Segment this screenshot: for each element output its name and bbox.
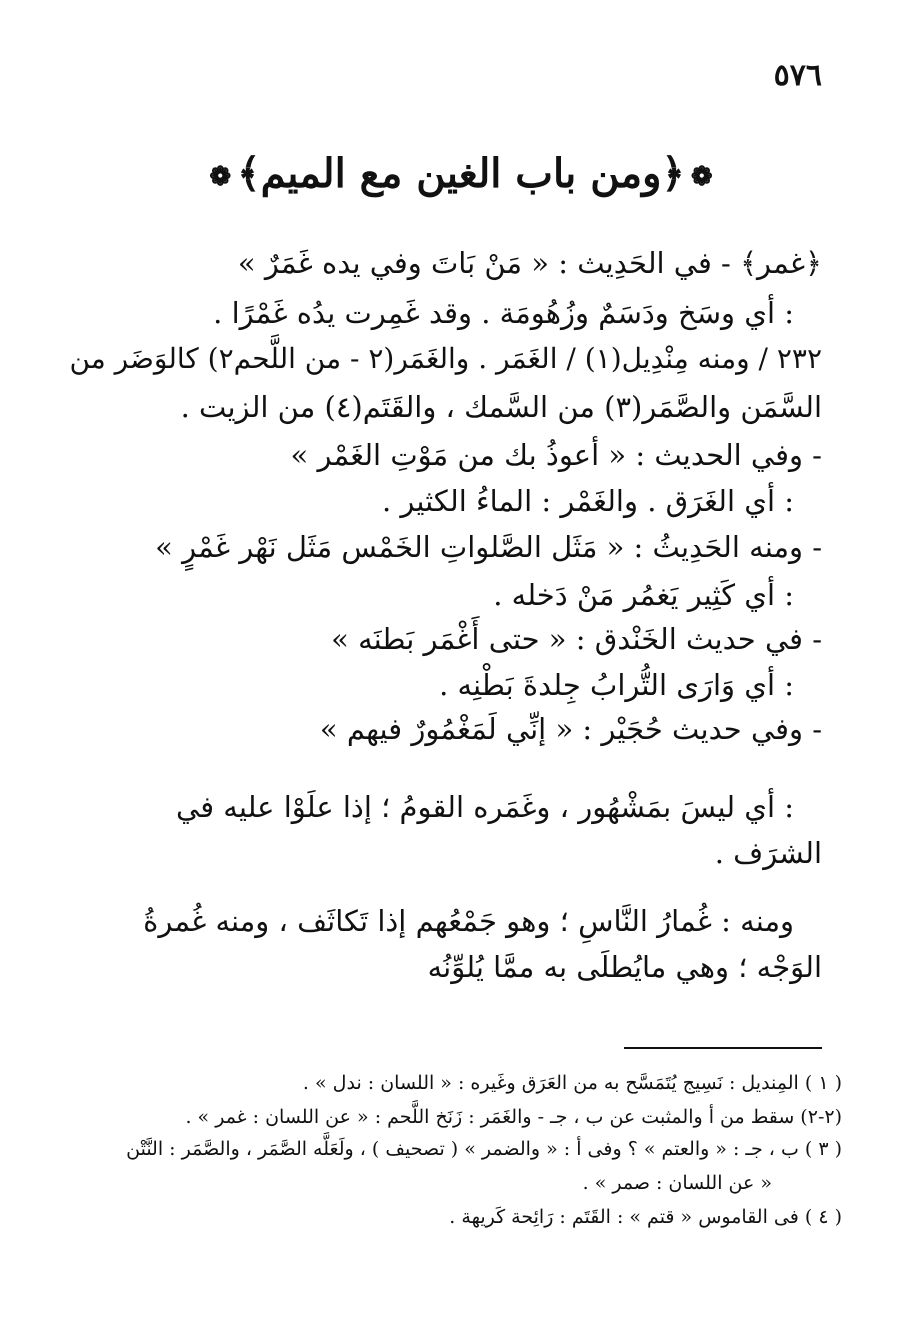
text-line-9: - في حديث الخَنْدق : « حتى أَغْمَر بَطنَه » xyxy=(331,622,822,656)
text-line-14: ومنه : غُمارُ النَّاسِ ؛ وهو جَمْعُهم إذا تَكاثَف ، ومنه غُمرةُ xyxy=(143,904,794,938)
text-line-8: : أي كَثِير يَغمُر مَنْ دَخله . xyxy=(493,578,794,612)
section-heading xyxy=(0,150,922,197)
section-title: ﴿ومن باب الغين مع الميم﴾ xyxy=(237,150,685,197)
page-number: ٥٧٦ xyxy=(773,58,822,93)
text-line-4: السَّمَن والصَّمَر(٣) من السَّمك ، والقَتَم(٤) من الزيت . xyxy=(180,390,822,424)
text-line-6: : أي الغَرَق . والغَمْر : الماءُ الكثير . xyxy=(381,484,794,518)
text-line-7: - ومنه الحَدِيثُ : « مَثَل الصَّلواتِ الخَمْس مَثَل نَهْر غَمْرٍ » xyxy=(155,530,822,564)
footnote-divider xyxy=(624,1047,822,1049)
text-line-3: ٢٣٢ / ومنه مِنْدِيل(١) / الغَمَر . والغَمَر(٢ - من اللَّحم٢) كالوَضَر من xyxy=(69,342,822,375)
ornament-right-icon: ❁ xyxy=(690,162,713,192)
text-line-5: - وفي الحديث : « أعوذُ بك من مَوْتِ الغَمْر » xyxy=(290,438,822,472)
ornament-left-icon: ❁ xyxy=(209,162,232,192)
footnote-3-continuation: « عن اللسان : صمر » . xyxy=(582,1172,772,1194)
footnote-3: ( ٣ ) ب ، جـ : « والعتم » ؟ وفى أ : « والضمر » ( تصحيف ) ، ولَعَلَّه الصَّمَر ، والصَّمَر : النَّتْن xyxy=(126,1138,842,1160)
footnote-2: (٢-٢) سقط من أ والمثبت عن ب ، جـ - والغَمَر : زَنَخ اللَّحم : « عن اللسان : غمر » . xyxy=(185,1106,842,1128)
text-line-2: : أي وسَخ ودَسَمٌ وزُهُومَة . وقد غَمِرت يدُه غَمْرًا . xyxy=(213,296,794,330)
text-line-15: الوَجْه ؛ وهي مايُطلَى به ممَّا يُلوِّنُه xyxy=(427,950,822,984)
text-line-13: الشرَف . xyxy=(714,836,822,870)
text-line-1: ﴿غمر﴾ - في الحَدِيث : « مَنْ بَاتَ وفي يده غَمَرٌ » xyxy=(237,246,822,280)
footnote-4: ( ٤ ) فى القاموس « قتم » : القَتَم : رَائِحة كَريهة . xyxy=(449,1206,842,1228)
text-line-10: : أي وَارَى التُّرابُ جِلدةَ بَطْنِه . xyxy=(439,668,794,702)
text-line-12: : أي ليسَ بمَشْهُور ، وغَمَره القومُ ؛ إذا علَوْا عليه في xyxy=(176,790,794,824)
text-line-11: - وفي حديث حُجَيْر : « إنِّي لَمَغْمُورٌ فيهم » xyxy=(319,712,822,746)
footnote-1: ( ١ ) المِنديل : نَسِيج يُتَمَسَّح به من العَرَق وغَيره : « اللسان : ندل » . xyxy=(302,1072,842,1094)
